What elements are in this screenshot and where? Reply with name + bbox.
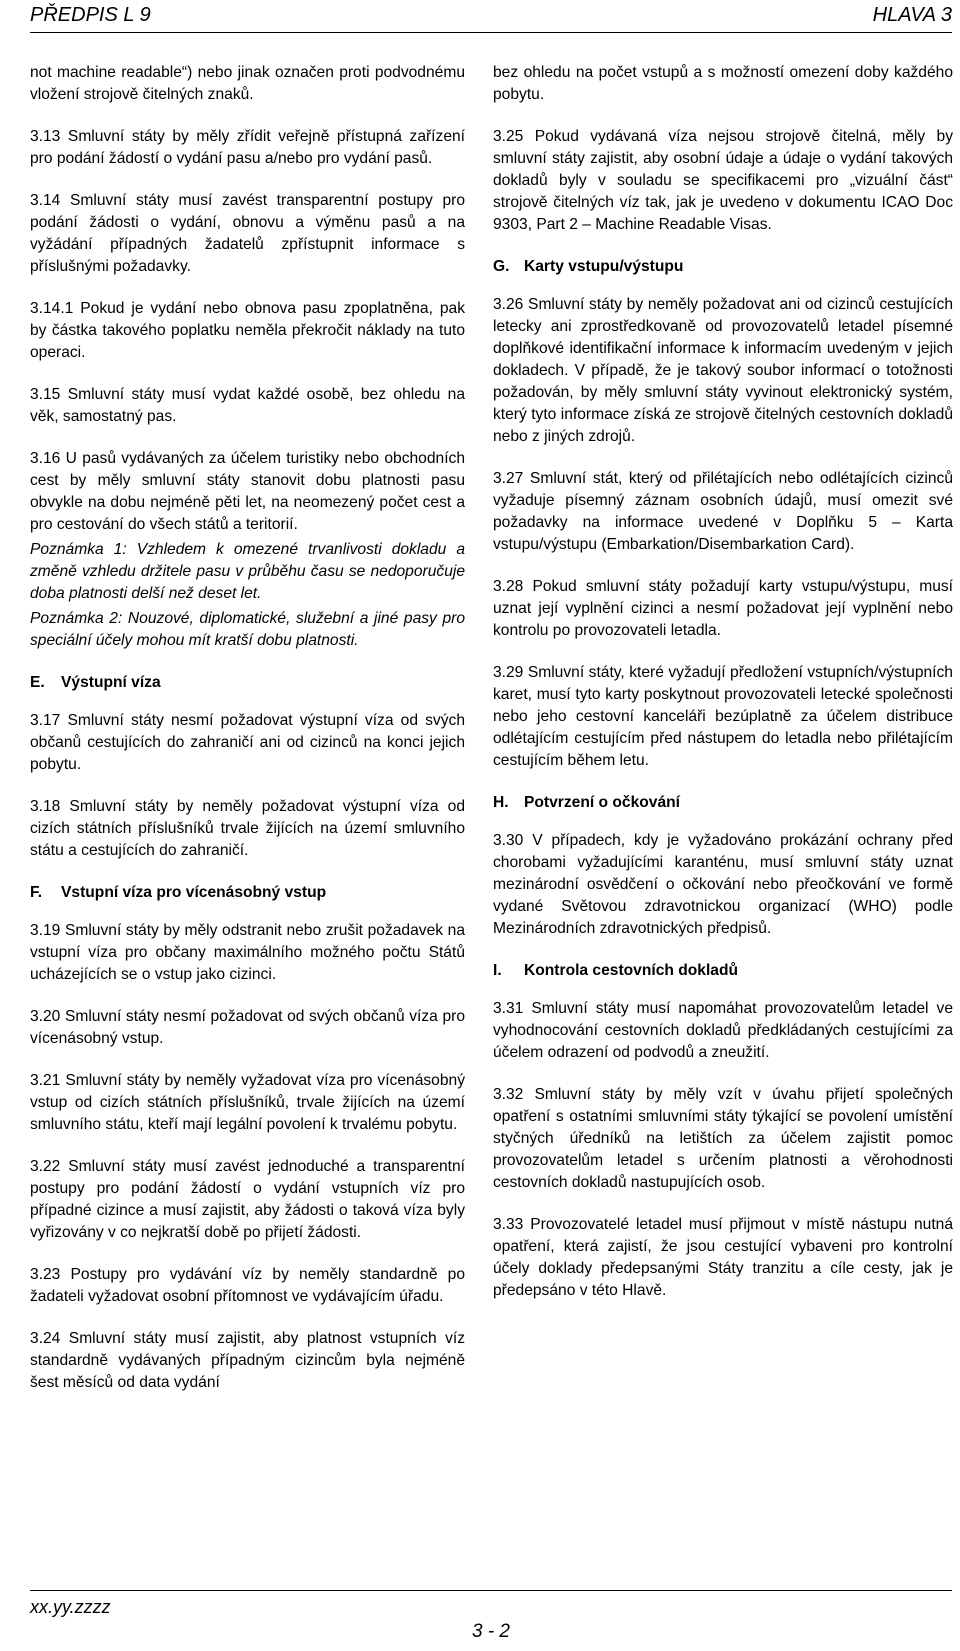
section-letter: F. [30,884,43,901]
section-title: Vstupní víza pro vícenásobný vstup [61,884,327,901]
section-heading [493,792,953,814]
paragraph: 3.22 Smluvní státy musí zavést jednoduché a transparentní postupy pro podání žádostí o vydání vstupních víz pro případné cizince a musí zajistit, aby žádosti o taková víza byly vyřizovány v co nejkratší době po přijetí žádosti. [30,1158,465,1241]
note: Poznámka 1: Vzhledem k omezené trvanlivosti dokladu a změně vzhledu držitele pasu v průběhu času se nedoporučuje doba platnosti delší než deset let. [30,541,465,602]
section-heading [493,256,953,278]
paragraph: bez ohledu na počet vstupů a s možností omezení doby každého pobytu. [493,64,953,103]
header-document-title: PŘEDPIS L 9 [30,4,151,26]
paragraph: 3.26 Smluvní státy by neměly požadovat ani od cizinců cestujících letecky ani zprostředkovaně od provozovatelů letadel písemné doplňkové identifikační informace k informacím uvedeným v jejich dokladech. V případě, že je takový soubor informací o totožnosti požadován, by měly smluvní státy vyvinout elektronický systém, který tyto informace získá ze strojově čitelných cestovních dokladů nebo z jiných zdrojů. [493,296,953,445]
page-footer [30,1590,952,1651]
section-letter: G. [493,258,510,275]
paragraph: 3.13 Smluvní státy by měly zřídit veřejně přístupná zařízení pro podání žádostí o vydání pasu a/nebo pro vydání pasů. [30,128,465,167]
paragraph: 3.21 Smluvní státy by neměly vyžadovat víza pro vícenásobný vstup od cizích státních příslušníků, trvale žijících na území smluvního státu, kteří mají legální povolení k trvalému pobytu. [30,1072,465,1133]
paragraph: 3.28 Pokud smluvní státy požadují karty vstupu/výstupu, musí uznat její vyplnění cizinci a nesmí požadovat její vyplnění nebo kontrolu po provozovateli letadla. [493,578,953,639]
section-title: Potvrzení o očkování [524,794,680,811]
page-number: 3 - 2 [471,1621,511,1642]
paragraph: 3.14.1 Pokud je vydání nebo obnova pasu zpoplatněna, pak by částka takového poplatku neměla překročit náklady na tuto operaci. [30,300,465,361]
section-title: Kontrola cestovních dokladů [524,962,739,979]
section-heading [493,960,953,982]
paragraph: 3.16 U pasů vydávaných za účelem turistiky nebo obchodních cest by měly smluvní státy stanovit dobu platnosti pasu obvykle na dobu nejméně pěti let, na neomezený počet cest a pro cestování do všech států a teritorií. [30,450,465,533]
header-chapter: HLAVA 3 [872,4,952,26]
paragraph: 3.29 Smluvní státy, které vyžadují předložení vstupních/výstupních karet, musí tyto karty poskytnout provozovateli letecké společnosti nebo jeho cestovní kanceláři bezúplatně za účelem distribuce odlétajícím cestujícím před nástupem do letadla nebo přilétajícím cestujícím během letu. [493,664,953,769]
paragraph: 3.23 Postupy pro vydávání víz by neměly standardně po žadateli vyžadovat osobní přítomnost ve vydávajícím úřadu. [30,1266,465,1305]
section-letter: I. [493,962,502,979]
paragraph: 3.19 Smluvní státy by měly odstranit nebo zrušit požadavek na vstupní víza pro občany maximálního možného počtu Států ucházejících se o vstup jako cizinci. [30,922,465,983]
paragraph: 3.15 Smluvní státy musí vydat každé osobě, bez ohledu na věk, samostatný pas. [30,386,465,425]
section-title: Výstupní víza [61,674,161,691]
paragraph: 3.32 Smluvní státy by měly vzít v úvahu přijetí společných opatření s ostatními smluvními státy týkající se povolení umístění styčných úředníků na letištích za účelem zajistit pomoc provozovatelům letadel s určením platnosti a věrohodnosti cestovních dokladů nastupujících osob. [493,1086,953,1191]
paragraph: 3.20 Smluvní státy nesmí požadovat od svých občanů víza pro vícenásobný vstup. [30,1008,465,1047]
paragraph: 3.17 Smluvní státy nesmí požadovat výstupní víza od svých občanů cestujících do zahraničí ani od cizinců na konci jejich pobytu. [30,712,465,773]
section-letter: H. [493,794,509,811]
section-title: Karty vstupu/výstupu [524,258,684,275]
paragraph: 3.25 Pokud vydávaná víza nejsou strojově čitelná, měly by smluvní státy zajistit, aby osobní údaje a údaje o vydání takových dokladů byly v souladu se specifikacemi pro „vizuální část“ strojově čitelných víz tak, jak je uvedeno v dokumentu ICAO Doc 9303, Part 2 – Machine Readable Visas. [493,128,953,233]
paragraph: 3.27 Smluvní stát, který od přilétajících nebo odlétajících cizinců vyžaduje písemný záznam osobních údajů, musí omezit své požadavky na informace uvedené v Doplňku 5 – Karta vstupu/výstupu (Embarkation/Disembarkation Card). [493,470,953,553]
footer-date: xx.yy.zzzz [30,1597,111,1617]
paragraph: not machine readable“) nebo jinak označen proti podvodnému vložení strojově čitelných znaků. [30,64,465,103]
paragraph: 3.14 Smluvní státy musí zavést transparentní postupy pro podání žádosti o vydání, obnovu a výměnu pasů a na vyžádání případných žadatelů zpřístupnit informace s příslušnými požadavky. [30,192,465,275]
section-heading [30,672,465,694]
left-column [30,62,465,1414]
paragraph: 3.24 Smluvní státy musí zajistit, aby platnost vstupních víz standardně vydávaných případným cizincům byla nejméně šest měsíců od data vydání [30,1330,465,1391]
section-letter: E. [30,674,45,691]
paragraph: 3.33 Provozovatelé letadel musí přijmout v místě nástupu nutná opatření, která zajistí, že jsou cestující vybaveni pro kontrolní účely doklady předepsanými Státy tranzitu a cíle cesty, jak je předepsáno v této Hlavě. [493,1216,953,1299]
paragraph: 3.18 Smluvní státy by neměly požadovat výstupní víza od cizích státních příslušníků trvale žijících na území smluvního státu a cestujících do zahraničí. [30,798,465,859]
right-column [493,62,953,1322]
section-heading [30,882,465,904]
note: Poznámka 2: Nouzové, diplomatické, služební a jiné pasy pro speciální účely mohou mít kratší dobu platnosti. [30,610,465,649]
paragraph: 3.31 Smluvní státy musí napomáhat provozovatelům letadel ve vyhodnocování cestovních dokladů předkládaných cestujícími za účelem odrazení od podvodů a zneužití. [493,1000,953,1061]
page-header [30,2,952,33]
paragraph: 3.30 V případech, kdy je vyžadováno prokázání ochrany před chorobami vyžadujícími karanténu, musí smluvní státy uznat mezinárodní osvědčení o očkování nebo přeočkování ve formě vydané Světovou zdravotnickou organizací (WHO) podle Mezinárodních zdravotnických předpisů. [493,832,953,937]
